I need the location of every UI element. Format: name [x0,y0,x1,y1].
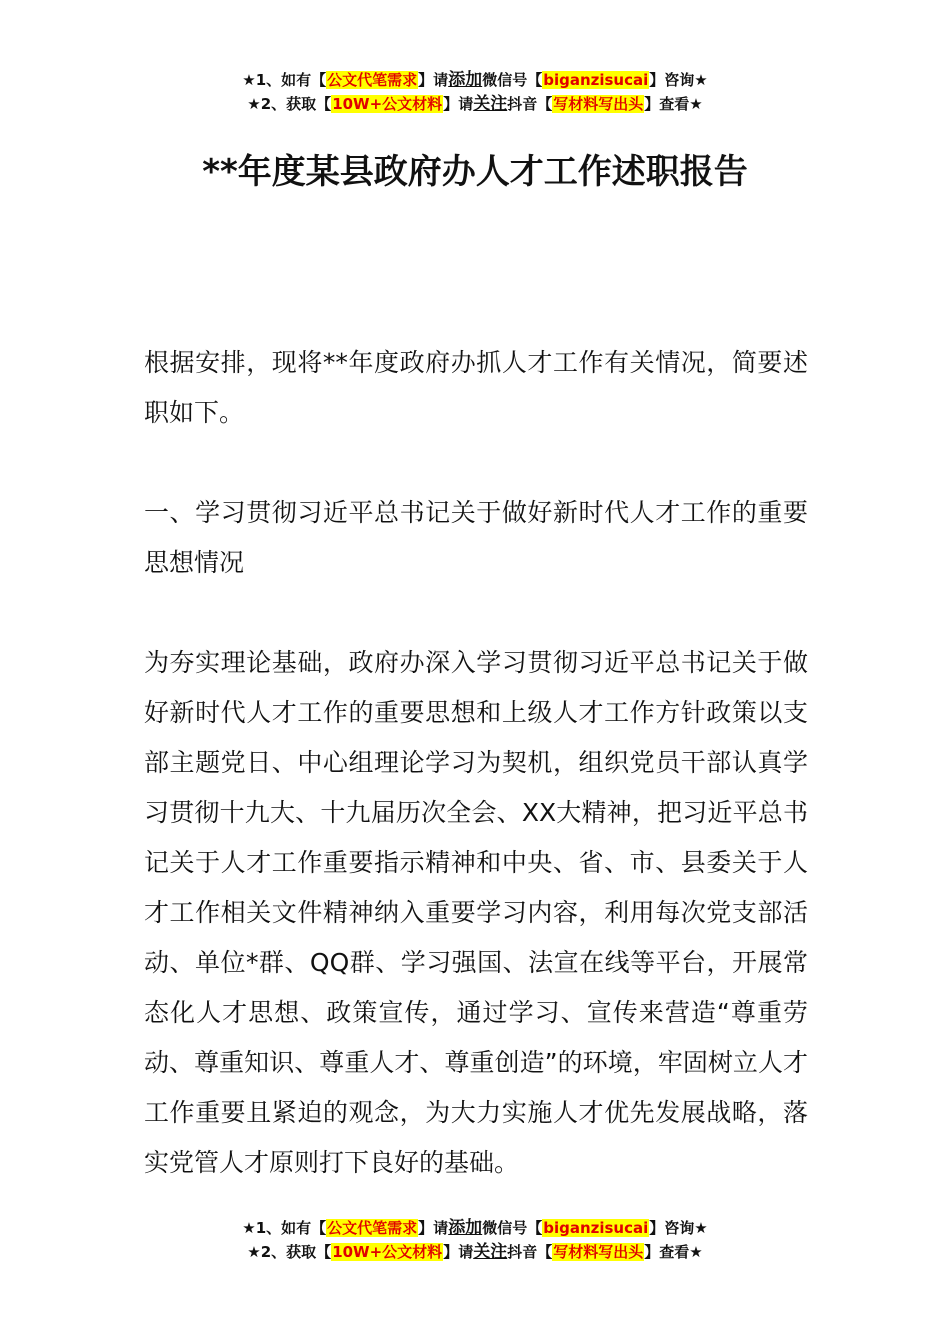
banner-line-1: ★1、如有【公文代笔需求】请添加微信号【biganzisucai】咨询★ [242,70,708,90]
highlight-wechat-id: biganzisucai [543,1219,649,1237]
body-paragraph: 为夯实理论基础，政府办深入学习贯彻习近平总书记关于做好新时代人才工作的重要思想和上级人才工作方针政策以支部主题党日、中心组理论学习为契机，组织党员干部认真学习贯彻十九大、十九届历次全会、XX大精神，把习近平总书记关于人才工作重要指示精神和中央、省、市、县委关于人才工作相关文件精神纳入重要学习内容，利用每次党支部活动、单位*群、QQ群、学习强国、法宣在线等平台，开展常态化人才思想、政策宣传，通过学习、宣传来营造“尊重劳动、尊重知识、尊重人才、尊重创造”的环境，牢固树立人才工作重要且紧迫的观念，为大力实施人才优先发展战略，落实党管人才原则打下良好的基础。 [144,648,808,1177]
highlight-materials: 10W+公文材料 [332,95,443,113]
header-banner [0,68,950,116]
document-title: **年度某县政府办人才工作述职报告 [202,152,748,192]
highlight-douyin: 写材料写出头 [553,1243,644,1261]
footer-line-1: ★1、如有【公文代笔需求】请添加微信号【biganzisucai】咨询★ [242,1218,708,1238]
highlight-materials: 10W+公文材料 [332,1243,443,1261]
section-heading-1: 一、学习贯彻习近平总书记关于做好新时代人才工作的重要思想情况 [144,498,808,577]
footer-line-2: ★2、获取【10W+公文材料】请关注抖音【写材料写出头】查看★ [247,1242,703,1262]
highlight-service: 公文代笔需求 [327,71,418,89]
document-body [144,338,808,1238]
highlight-douyin: 写材料写出头 [553,95,644,113]
banner-line-2: ★2、获取【10W+公文材料】请关注抖音【写材料写出头】查看★ [247,94,703,114]
footer-banner [0,1216,950,1264]
highlight-service: 公文代笔需求 [327,1219,418,1237]
highlight-wechat-id: biganzisucai [543,71,649,89]
intro-paragraph: 根据安排，现将**年度政府办抓人才工作有关情况，简要述职如下。 [144,348,808,427]
